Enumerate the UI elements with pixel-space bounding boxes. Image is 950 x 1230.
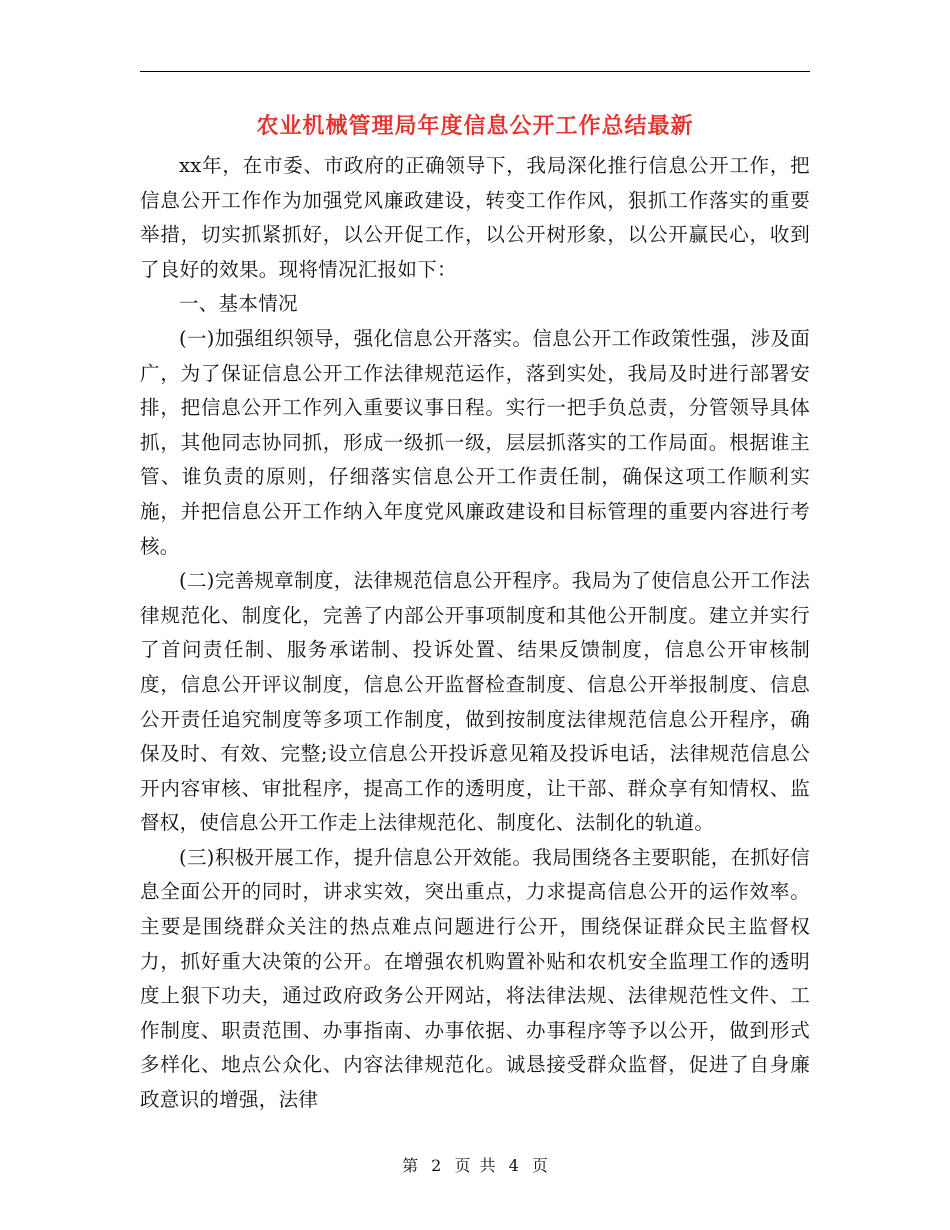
footer-prefix: 第: [402, 1156, 419, 1175]
footer-suffix: 页: [531, 1156, 548, 1175]
footer-page-number: 2: [431, 1156, 442, 1175]
paragraph-efficiency: (三)积极开展工作，提升信息公开效能。我局围绕各主要职能，在抓好信息全面公开的同时，讲求实效，突出重点，力求提高信息公开的运作效率。主要是围绕群众关注的热点难点问题进行公开，围绕保证群众民主监督权力，抓好重大决策的公开。在增强农机购置补贴和农机安全监理工作的透明度上狠下功夫，通过政府政务公开网站，将法律法规、法律规范性文件、工作制度、职责范围、办事指南、办事依据、办事程序等予以公开，做到形式多样化、地点公众化、内容法律规范化。诚恳接受群众监督，促进了自身廉政意识的增强，法律: [140, 845, 810, 1112]
document-body: [140, 149, 810, 1118]
paragraph-regulations: (二)完善规章制度，法律规范信息公开程序。我局为了使信息公开工作法律规范化、制度化，完善了内部公开事项制度和其他公开制度。建立并实行了首问责任制、服务承诺制、投诉处置、结果反馈制度，信息公开审核制度，信息公开评议制度，信息公开监督检查制度、信息公开举报制度、信息公开责任追究制度等多项工作制度，做到按制度法律规范信息公开程序，确保及时、有效、完整;设立信息公开投诉意见箱及投诉电话，法律规范信息公开内容审核、审批程序，提高工作的透明度，让干部、群众享有知情权、监督权，使信息公开工作走上法律规范化、制度化、法制化的轨道。: [140, 569, 810, 835]
footer-middle: 页 共: [454, 1156, 496, 1175]
page-footer: [140, 1154, 810, 1178]
paragraph-intro: xx年，在市委、市政府的正确领导下，我局深化推行信息公开工作，把信息公开工作作为加强党风廉政建设，转变工作作风，狠抓工作落实的重要举措，切实抓紧抓好，以公开促工作，以公开树形象，以公开赢民心，收到了良好的效果。现将情况汇报如下：: [140, 154, 810, 281]
footer-total-pages: 4: [508, 1156, 519, 1175]
document-title: 农业机械管理局年度信息公开工作总结最新: [256, 113, 694, 139]
header-rule: [140, 71, 810, 72]
section-heading-basic: 一、基本情况: [179, 292, 298, 316]
paragraph-organization: (一)加强组织领导，强化信息公开落实。信息公开工作政策性强，涉及面广，为了保证信息公开工作法律规范运作，落到实处，我局及时进行部署安排，把信息公开工作列入重要议事日程。实行一把手负总责，分管领导具体抓，其他同志协同抓，形成一级抓一级，层层抓落实的工作局面。根据谁主管、谁负责的原则，仔细落实信息公开工作责任制，确保这项工作顺利实施，并把信息公开工作纳入年度党风廉政建设和目标管理的重要内容进行考核。: [140, 326, 810, 558]
